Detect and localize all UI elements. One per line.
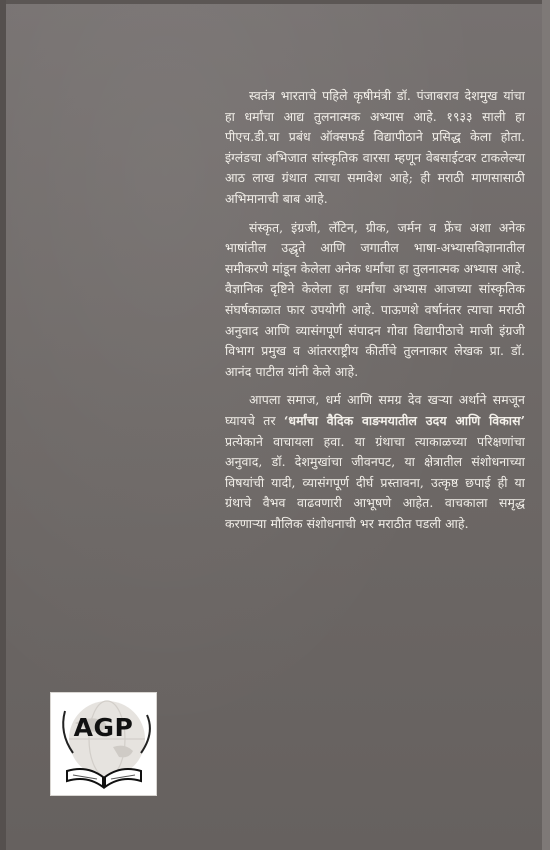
- book-title-quote: ‘धर्मांचा वैदिक वाङमयातील उदय आणि विकास’: [284, 412, 526, 428]
- blurb-paragraph-1: स्वतंत्र भारताचे पहिले कृषीमंत्री डॉ. पंजाबराव देशमुख यांचा हा धर्मांचा आद्य तुलनात्मक अभ्यास आहे. १९३३ साली हा पीएच.डी.चा प्रबंध ऑक्सफर्ड विद्यापीठाने प्रसिद्ध केला होता. इंग्लंडचा अभिजात सांस्कृतिक वारसा म्हणून वेबसाईटवर टाकलेल्या आठ लाख ग्रंथात त्याचा समावेश आहे; ही मराठी माणसासाठी अभिमानाची बाब आहे.: [225, 88, 525, 206]
- blurb-paragraph-3: [225, 390, 525, 534]
- blurb-paragraph-2: संस्कृत, इंग्रजी, लॅटिन, ग्रीक, जर्मन व फ्रेंच अशा अनेक भाषांतील उद्धृते आणि जगातील भाषा-अभ्यासविज्ञानातील समीकरणे मांडून केलेला अनेक धर्मांचा हा तुलनात्मक अभ्यास आहे. वैज्ञानिक दृष्टिने केलेला हा धर्मांचा अभ्यास आजच्या सांस्कृतिक संघर्षकाळात फार उपयोगी आहे. पाऊणशे वर्षानंतर त्याचा मराठी अनुवाद आणि व्यासंगपूर्ण संपादन गोवा विद्यापीठाचे माजी इंग्रजी विभाग प्रमुख व आंतरराष्ट्रीय कीर्तीचे तुलनाकार लेखक प्रा. डॉ. आनंद पाटील यांनी केले आहे.: [225, 219, 525, 379]
- cover-top-edge: [0, 0, 550, 4]
- book-globe-icon: [51, 693, 156, 795]
- publisher-logo-text: AGP: [73, 713, 134, 742]
- blurb-paragraph-3-lead: आपला समाज, धर्म आणि समग्र देव खऱ्या अर्थाने समजून घ्यायचे तर: [225, 392, 525, 428]
- cover-right-edge: [542, 0, 550, 850]
- publisher-logo: [50, 692, 157, 796]
- blurb-paragraph-3-rest: प्रत्येकाने वाचायला हवा. या ग्रंथाचा त्याकाळच्या परिक्षणांचा अनुवाद, डॉ. देशमुखांचा जीवनपट, या क्षेत्रातील संशोधनाच्या विषयांची यादी, व्यासंगपूर्ण दीर्घ प्रस्तावना, उत्कृष्ठ छपाई ही या ग्रंथाचे वैभव वाढवणारी आभूषणे आहेत. वाचकाला समृद्ध करणाऱ्या मौलिक संशोधनाची भर मराठीत पडली आहे.: [225, 433, 525, 531]
- cover-spine-edge: [0, 0, 6, 850]
- back-cover-blurb: [225, 86, 525, 542]
